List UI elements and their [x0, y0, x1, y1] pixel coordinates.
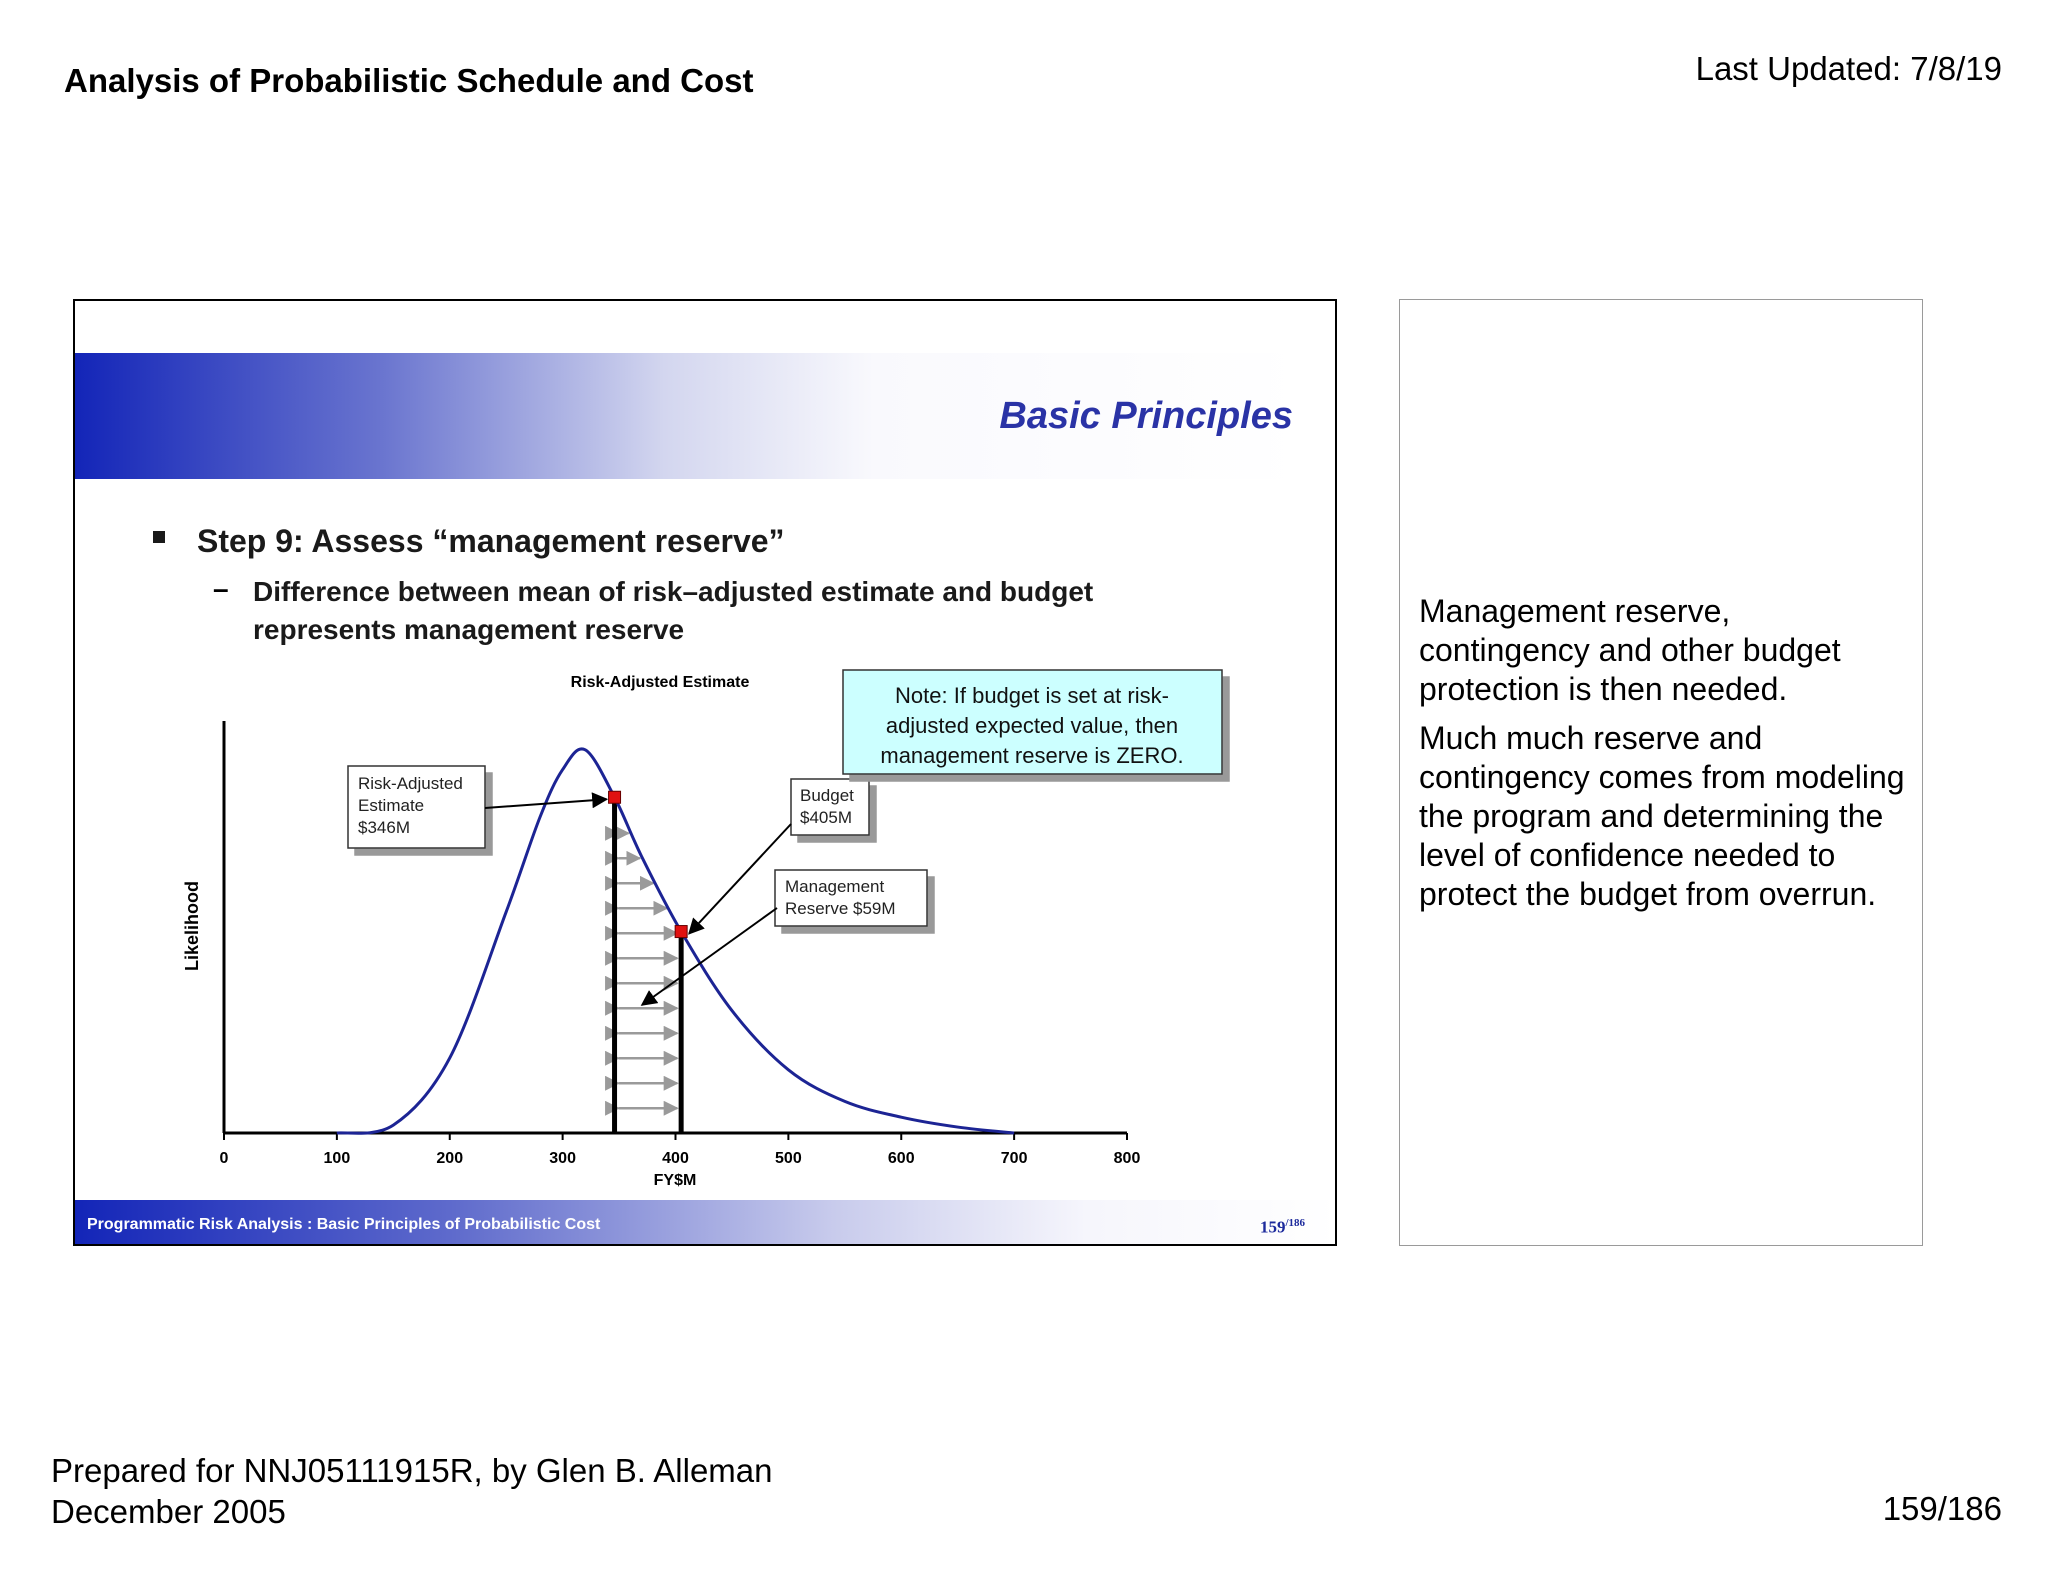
x-axis-label: FY$M	[653, 1172, 697, 1189]
footer-date-line: December 2005	[51, 1493, 286, 1530]
risk-adjusted-callout	[348, 766, 485, 848]
x-tick-label: 800	[1113, 1150, 1141, 1167]
risk-adjusted-estimate-marker	[609, 791, 621, 803]
document-title: Analysis of Probabilistic Schedule and Cost	[64, 62, 754, 99]
x-tick-label: 300	[549, 1150, 576, 1167]
management-reserve-label-2: Reserve $59M	[785, 899, 896, 918]
distribution-chart	[75, 656, 1337, 1216]
x-tick-label: 500	[775, 1150, 802, 1167]
slide-bullet: Step 9: Assess “management reserve”	[197, 523, 785, 559]
budget-callout	[791, 779, 869, 835]
risk-adjusted-label-2: Estimate	[358, 796, 425, 815]
y-axis-label: Likelihood	[182, 881, 202, 971]
note-line-3: management reserve is ZERO.	[880, 743, 1184, 768]
x-tick-label: 600	[887, 1150, 915, 1167]
management-reserve-label-1: Management	[785, 877, 885, 896]
budget-label-2: $405M	[800, 808, 852, 827]
last-updated: Last Updated: 7/8/19	[1695, 50, 2002, 87]
note-callout	[843, 670, 1222, 774]
x-tick-label: 200	[436, 1150, 464, 1167]
risk-adjusted-label-1: Risk-Adjusted	[358, 774, 463, 793]
notes-paragraph-1: Management reserve, contingency and other budget protection is then needed.	[1419, 593, 1841, 707]
budget-marker	[675, 926, 687, 938]
footer-page-number: 159/186	[1882, 1490, 2002, 1527]
note-line-2: adjusted expected value, then	[885, 713, 1179, 738]
x-tick-label: 100	[323, 1150, 351, 1167]
notes-panel	[1399, 299, 1923, 1246]
footer-prepared	[51, 1450, 773, 1532]
management-reserve-callout	[775, 870, 927, 926]
notes-paragraph-2: Much much reserve and contingency comes from modeling the program and determining the level of confidence needed to protect the budget from overrun.	[1419, 720, 1905, 912]
x-tick-label: 700	[1000, 1150, 1028, 1167]
notes-body	[1419, 592, 1909, 924]
slide-page-number	[1260, 1217, 1305, 1238]
footer-prepared-line: Prepared for NNJ05111915R, by Glen B. Alleman	[51, 1452, 773, 1489]
slide-page-current: 159	[1259, 1218, 1286, 1237]
bullet-square-icon	[153, 531, 165, 543]
slide-heading: Basic Principles	[999, 395, 1293, 437]
note-line-1: Note: If budget is set at risk-	[895, 683, 1169, 708]
risk-adjusted-label-3: $346M	[358, 818, 410, 837]
x-tick-label: 0	[219, 1150, 229, 1167]
slide-footer-band	[75, 1200, 1337, 1244]
management-reserve-arrow	[642, 908, 777, 1005]
budget-label-1: Budget	[800, 786, 854, 805]
x-tick-label: 400	[662, 1150, 689, 1167]
slide-page-total: /186	[1285, 1217, 1305, 1230]
slide-image	[73, 299, 1337, 1246]
sub-bullet-dash-icon: –	[213, 573, 229, 604]
slide-sub-bullet: Difference between mean of risk–adjusted estimate and budget represents management reserve	[253, 576, 1094, 645]
chart-title: Risk-Adjusted Estimate	[570, 674, 750, 691]
slide-footer-text: Programmatic Risk Analysis : Basic Principles of Probabilistic Cost	[87, 1216, 601, 1233]
